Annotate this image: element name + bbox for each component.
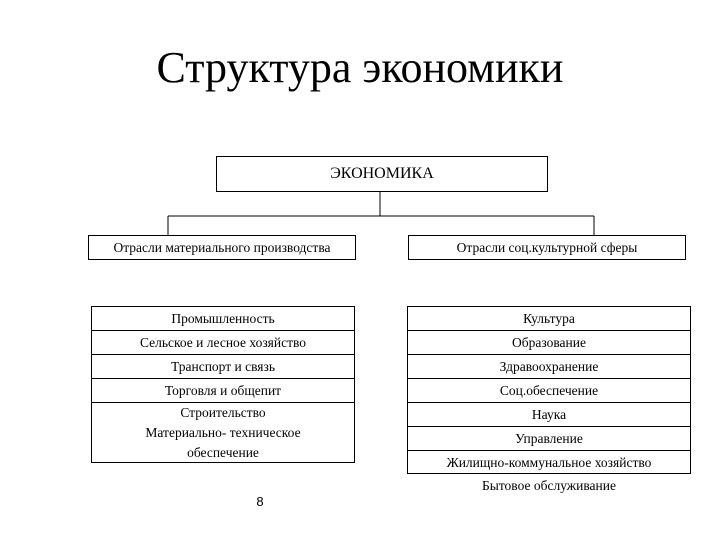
list-item: Наука bbox=[408, 403, 690, 427]
social-cultural-label: Отрасли соц.культурной сферы bbox=[456, 239, 638, 255]
list-item: Культура bbox=[408, 307, 690, 331]
page-number: 8 bbox=[256, 494, 264, 509]
economy-root-box bbox=[216, 156, 548, 192]
material-production-label: Отрасли материального производства bbox=[113, 239, 331, 255]
social-cultural-box bbox=[408, 235, 686, 260]
social-sectors-list bbox=[407, 306, 691, 474]
list-item: Промышленность bbox=[92, 307, 354, 331]
economy-root-label: ЭКОНОМИКА bbox=[330, 165, 434, 182]
list-item: Транспорт и связь bbox=[92, 355, 354, 379]
list-item: Бытовое обслуживание bbox=[482, 478, 616, 493]
material-sectors-list bbox=[91, 306, 355, 463]
list-item: Сельское и лесное хозяйство bbox=[92, 331, 354, 355]
list-item bbox=[92, 403, 354, 463]
list-item: Торговля и общепит bbox=[92, 379, 354, 403]
list-item-line: Строительство bbox=[180, 405, 266, 420]
list-item: Здравоохранение bbox=[408, 355, 690, 379]
list-item: Соц.обеспечение bbox=[408, 379, 690, 403]
list-item: Жилищно-коммунальное хозяйство bbox=[446, 455, 652, 470]
material-production-box bbox=[88, 235, 356, 260]
list-item: Образование bbox=[408, 331, 690, 355]
page-title: Структура экономики bbox=[156, 43, 564, 92]
list-item: Управление bbox=[408, 427, 690, 451]
list-item-line: обеспечение bbox=[187, 445, 259, 460]
list-item-line: Материально- техническое bbox=[145, 425, 301, 440]
